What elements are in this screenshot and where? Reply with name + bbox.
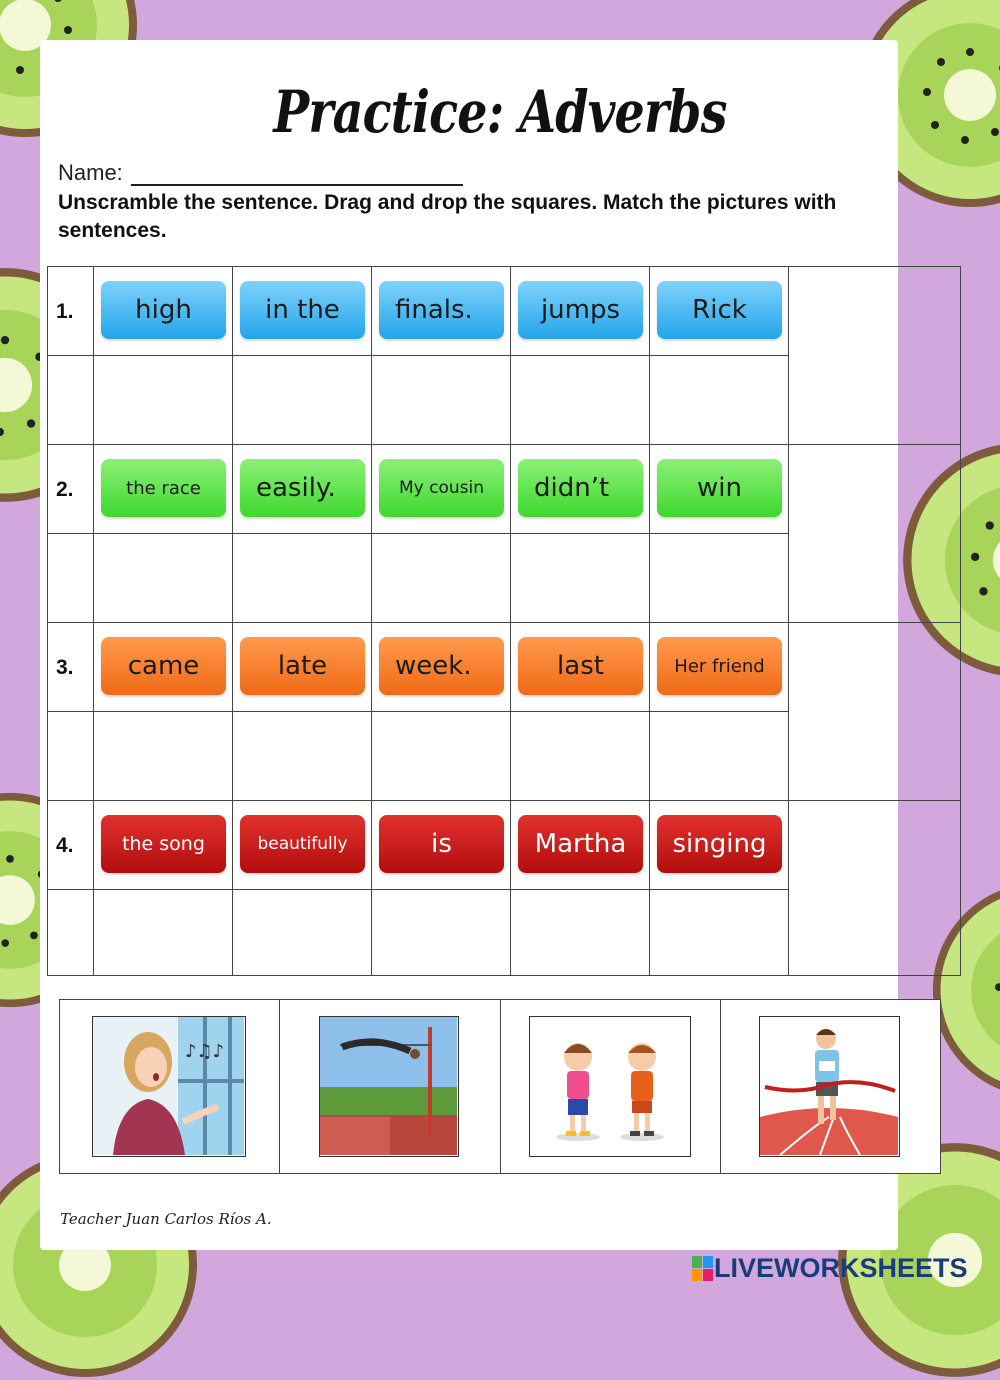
grid-line [649,267,650,975]
runner-finish-line-icon [760,1017,898,1155]
word-tile[interactable]: jumps [518,281,643,339]
picture-card[interactable] [759,1016,900,1157]
grid-line [93,267,94,975]
word-tile[interactable]: the song [101,815,226,873]
grid-line [510,267,511,975]
word-tile[interactable]: late [240,637,365,695]
word-tile[interactable]: singing [657,815,782,873]
grid-line [371,267,372,975]
word-tile[interactable]: is [379,815,504,873]
name-label: Name: [58,160,123,185]
word-tile[interactable]: the race [101,459,226,517]
grid-line [48,622,960,623]
kids-arguing-icon [530,1017,689,1155]
picture-card[interactable] [92,1016,246,1157]
row-number-3: 3. [56,656,74,679]
grid-line [48,444,960,445]
word-tile[interactable]: didn’t [518,459,643,517]
high-jump-icon [320,1017,457,1155]
word-tile[interactable]: win [657,459,782,517]
picture-card[interactable] [529,1016,691,1157]
name-input-line[interactable] [131,162,463,186]
row-number-4: 4. [56,834,74,857]
grid-line [48,800,960,801]
word-tile[interactable]: My cousin [379,459,504,517]
picture-card[interactable] [319,1016,459,1157]
word-tile[interactable]: week. [379,637,504,695]
strip-divider [500,1000,501,1173]
liveworksheets-logo-icon [692,1256,714,1282]
woman-singing-icon [93,1017,244,1155]
strip-divider [279,1000,280,1173]
grid-line [48,533,788,534]
word-tile[interactable]: came [101,637,226,695]
word-tile[interactable]: in the [240,281,365,339]
word-tile[interactable]: beautifully [240,815,365,873]
grid-line [48,355,788,356]
word-tile[interactable]: last [518,637,643,695]
name-row [58,160,463,186]
word-tile[interactable]: Martha [518,815,643,873]
word-tile[interactable]: high [101,281,226,339]
word-tile[interactable]: Her friend [657,637,782,695]
grid-line [232,267,233,975]
strip-divider [720,1000,721,1173]
liveworksheets-brand-text: LIVEWORKSHEETS [714,1253,968,1283]
grid-line [48,711,788,712]
word-tile[interactable]: Rick [657,281,782,339]
instructions: Unscramble the sentence. Drag and drop the squares. Match the pictures with sentences. [58,191,837,242]
grid-line [788,267,789,975]
word-tile[interactable]: easily. [240,459,365,517]
teacher-signature: Teacher Juan Carlos Ríos A. [60,1210,272,1228]
row-number-2: 2. [56,478,74,501]
svg-text:♪♫♪: ♪♫♪ [185,1041,225,1062]
row-number-1: 1. [56,300,74,323]
grid-line [48,889,788,890]
liveworksheets-logo [692,1253,968,1284]
word-tile[interactable]: finals. [379,281,504,339]
page-title: Practice: Adverbs [273,78,727,146]
